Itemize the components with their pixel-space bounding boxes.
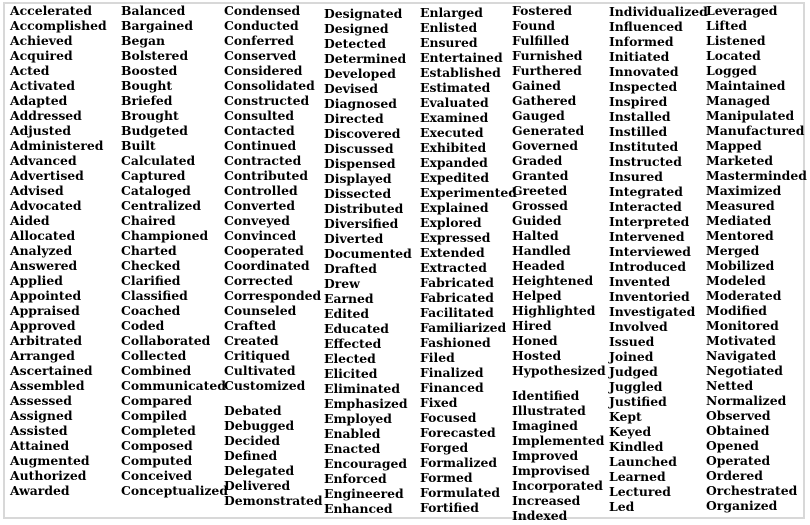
word-item: Designed [324, 21, 389, 36]
word-item: Forecasted [420, 425, 496, 440]
word-item: Determined [324, 51, 407, 66]
word-item: Cultivated [224, 363, 296, 378]
word-item: Inspected [609, 79, 678, 94]
word-item: Conferred [224, 33, 294, 48]
word-item: Instructed [609, 154, 682, 169]
word-item: Critiqued [224, 348, 290, 363]
word-item: Observed [706, 408, 771, 423]
word-item: Aided [10, 213, 50, 228]
word-item: Investigated [609, 304, 696, 319]
word-item: Measured [706, 198, 775, 213]
word-item: Debated [224, 403, 282, 418]
word-item: Inspired [609, 94, 668, 109]
word-item: Arranged [10, 348, 75, 363]
word-item: Appraised [10, 303, 80, 318]
word-item: Analyzed [10, 243, 73, 258]
word-item: Operated [706, 453, 771, 468]
word-item: Introduced [609, 259, 687, 274]
word-item: Awarded [10, 483, 70, 498]
word-item: Enforced [324, 471, 387, 486]
word-item: Formulated [420, 485, 501, 500]
word-item: Joined [609, 349, 654, 364]
word-item: Graded [512, 153, 563, 168]
word-item: Contributed [224, 168, 309, 183]
word-item: Consolidated [224, 78, 315, 93]
word-item: Drew [324, 276, 360, 291]
word-item: Discovered [324, 126, 401, 141]
word-item: Began [121, 33, 166, 48]
word-item: Displayed [324, 171, 392, 186]
word-item: Implemented [512, 433, 605, 448]
word-item: Furnished [512, 48, 583, 63]
word-item: Acted [10, 63, 50, 78]
word-item: Convinced [224, 228, 297, 243]
word-item: Found [512, 18, 556, 33]
word-item: Devised [324, 81, 379, 96]
word-item: Eliminated [324, 381, 400, 396]
word-item: Classified [121, 288, 188, 303]
word-item: Examined [420, 110, 489, 125]
word-item: Corrected [224, 273, 293, 288]
word-item: Instilled [609, 124, 668, 139]
word-item: Individualized [609, 4, 708, 19]
word-item: Improved [512, 448, 579, 463]
word-item: Dissected [324, 186, 392, 201]
word-item: Employed [324, 411, 392, 426]
word-item: Interpreted [609, 214, 690, 229]
word-item: Checked [121, 258, 181, 273]
word-item: Hypothesized [512, 363, 606, 378]
word-item: Advocated [10, 198, 82, 213]
word-item: Expedited [420, 170, 490, 185]
word-column-6 [512, 3, 606, 523]
word-column-3 [224, 3, 323, 508]
word-item: Drafted [324, 261, 377, 276]
word-item: Expanded [420, 155, 488, 170]
word-item: Encouraged [324, 456, 408, 471]
word-item: Diverted [324, 231, 384, 246]
word-item: Enlisted [420, 20, 478, 35]
word-item: Extracted [420, 260, 487, 275]
word-item: Communicated [121, 378, 226, 393]
word-item: Filed [420, 350, 455, 365]
word-item: Opened [706, 438, 759, 453]
word-item: Negotiated [706, 363, 783, 378]
word-item: Integrated [609, 184, 683, 199]
word-item: Effected [324, 336, 382, 351]
word-item: Acquired [10, 48, 73, 63]
word-item: Furthered [512, 63, 582, 78]
word-item: Arbitrated [10, 333, 83, 348]
word-item: Imagined [512, 418, 578, 433]
word-item: Augmented [10, 453, 90, 468]
word-item: Modeled [706, 273, 766, 288]
word-item: Brought [121, 108, 179, 123]
word-item: Mobilized [706, 258, 775, 273]
word-item: Elicited [324, 366, 378, 381]
word-item: Insured [609, 169, 663, 184]
word-item: Collected [121, 348, 187, 363]
word-item: Charted [121, 243, 177, 258]
word-item: Conserved [224, 48, 297, 63]
word-item: Incorporated [512, 478, 603, 493]
word-item: Earned [324, 291, 374, 306]
word-item: Combined [121, 363, 192, 378]
word-item: Obtained [706, 423, 770, 438]
word-item: Captured [121, 168, 186, 183]
word-item: Heightened [512, 273, 594, 288]
word-item: Assigned [10, 408, 73, 423]
word-item: Lifted [706, 18, 748, 33]
word-item: Explored [420, 215, 482, 230]
word-item: Guided [512, 213, 562, 228]
word-item: Extended [420, 245, 485, 260]
word-item: Coded [121, 318, 165, 333]
word-item: Continued [224, 138, 297, 153]
word-item: Bought [121, 78, 173, 93]
word-column-1 [10, 3, 107, 498]
word-item: Developed [324, 66, 396, 81]
word-item: Led [609, 499, 635, 514]
word-item: Maximized [706, 183, 782, 198]
word-item: Finalized [420, 365, 484, 380]
word-item: Advertised [10, 168, 84, 183]
word-item: Diversified [324, 216, 399, 231]
word-item: Collaborated [121, 333, 211, 348]
word-item: Dispensed [324, 156, 396, 171]
word-item: Helped [512, 288, 562, 303]
word-item: Contracted [224, 153, 302, 168]
word-item: Juggled [609, 379, 663, 394]
word-item: Mediated [706, 213, 772, 228]
word-item: Normalized [706, 393, 787, 408]
word-item: Conveyed [224, 213, 290, 228]
word-item: Netted [706, 378, 754, 393]
word-item: Expressed [420, 230, 491, 245]
word-column-2 [121, 3, 228, 498]
word-item: Cataloged [121, 183, 191, 198]
word-item: Engineered [324, 486, 404, 501]
word-item: Appointed [10, 288, 82, 303]
word-item: Facilitated [420, 305, 494, 320]
word-item: Attained [10, 438, 70, 453]
word-item: Kindled [609, 439, 664, 454]
word-item: Conceptualized [121, 483, 228, 498]
word-item: Ordered [706, 468, 763, 483]
word-item: Orchestrated [706, 483, 798, 498]
word-item: Achieved [10, 33, 73, 48]
word-item: Evaluated [420, 95, 489, 110]
word-item: Illustrated [512, 403, 586, 418]
word-item: Manufactured [706, 123, 805, 138]
word-item: Championed [121, 228, 209, 243]
word-item: Explained [420, 200, 489, 215]
word-item: Fabricated [420, 290, 494, 305]
word-item: Initiated [609, 49, 670, 64]
word-item: Activated [10, 78, 76, 93]
word-item: Diagnosed [324, 96, 397, 111]
word-item: Fabricated [420, 275, 494, 290]
word-item: Assisted [10, 423, 68, 438]
word-item: Judged [609, 364, 658, 379]
word-item: Detected [324, 36, 387, 51]
word-item: Directed [324, 111, 384, 126]
word-item: Halted [512, 228, 559, 243]
word-item: Elected [324, 351, 376, 366]
word-item: Coordinated [224, 258, 310, 273]
word-item: Organized [706, 498, 778, 513]
word-item: Enabled [324, 426, 381, 441]
word-column-4 [324, 6, 412, 516]
word-item: Bolstered [121, 48, 189, 63]
word-item: Accomplished [10, 18, 107, 33]
word-item: Approved [10, 318, 76, 333]
word-item: Keyed [609, 424, 652, 439]
word-item: Grossed [512, 198, 568, 213]
word-item: Defined [224, 448, 278, 463]
word-item: Handled [512, 243, 571, 258]
word-item: Clarified [121, 273, 181, 288]
word-item: Cooperated [224, 243, 304, 258]
word-item: Launched [609, 454, 677, 469]
word-item: Hosted [512, 348, 562, 363]
word-item: Maintained [706, 78, 786, 93]
word-item: Compared [121, 393, 193, 408]
word-item: Estimated [420, 80, 491, 95]
word-item: Designated [324, 6, 403, 21]
word-item: Formalized [420, 455, 498, 470]
word-item: Enhanced [324, 501, 393, 516]
word-item: Manipulated [706, 108, 795, 123]
word-item: Entertained [420, 50, 503, 65]
word-item: Emphasized [324, 396, 408, 411]
word-item: Boosted [121, 63, 178, 78]
word-item: Located [706, 48, 761, 63]
word-item: Authorized [10, 468, 87, 483]
word-item: Applied [10, 273, 63, 288]
word-item: Assessed [10, 393, 72, 408]
word-item: Advised [10, 183, 64, 198]
word-item: Conceived [121, 468, 193, 483]
word-column-8 [706, 3, 807, 513]
word-item: Installed [609, 109, 671, 124]
word-item: Coached [121, 303, 181, 318]
word-item: Kept [609, 409, 642, 424]
word-item: Inventoried [609, 289, 690, 304]
word-item: Logged [706, 63, 757, 78]
word-item: Calculated [121, 153, 196, 168]
word-item: Edited [324, 306, 370, 321]
word-item: Moderated [706, 288, 782, 303]
word-item: Briefed [121, 93, 173, 108]
word-item: Mapped [706, 138, 762, 153]
word-item: Forged [420, 440, 469, 455]
word-item: Generated [512, 123, 585, 138]
word-item: Executed [420, 125, 484, 140]
word-item: Focused [420, 410, 477, 425]
word-item: Invented [609, 274, 671, 289]
word-item: Interviewed [609, 244, 691, 259]
word-item: Indexed [512, 508, 568, 523]
word-item: Issued [609, 334, 655, 349]
word-item: Gauged [512, 108, 565, 123]
word-item: Decided [224, 433, 281, 448]
word-item: Familiarized [420, 320, 507, 335]
word-item: Formed [420, 470, 473, 485]
word-item: Improvised [512, 463, 590, 478]
word-item: Influenced [609, 19, 683, 34]
word-item: Managed [706, 93, 770, 108]
word-item: Delivered [224, 478, 291, 493]
word-item: Greeted [512, 183, 568, 198]
word-item: Compiled [121, 408, 187, 423]
word-item: Enlarged [420, 5, 483, 20]
word-item: Advanced [10, 153, 77, 168]
word-item: Considered [224, 63, 303, 78]
word-item: Controlled [224, 183, 298, 198]
word-item: Fulfilled [512, 33, 570, 48]
word-item: Customized [224, 378, 306, 393]
word-item: Administered [10, 138, 104, 153]
word-item: Adjusted [10, 123, 72, 138]
word-item: Debugged [224, 418, 295, 433]
word-item: Demonstrated [224, 493, 323, 508]
word-item: Counseled [224, 303, 297, 318]
word-item: Gained [512, 78, 561, 93]
word-item: Increased [512, 493, 581, 508]
word-item: Intervened [609, 229, 685, 244]
word-item: Interacted [609, 199, 682, 214]
word-item: Assembled [10, 378, 85, 393]
word-item: Financed [420, 380, 484, 395]
word-item: Consulted [224, 108, 295, 123]
word-item: Addressed [10, 108, 82, 123]
word-item: Honed [512, 333, 558, 348]
word-item: Experimented [420, 185, 517, 200]
word-item: Granted [512, 168, 569, 183]
word-item: Condensed [224, 3, 301, 18]
word-item: Fortified [420, 500, 479, 515]
word-item: Fostered [512, 3, 573, 18]
word-item: Completed [121, 423, 196, 438]
word-item: Balanced [121, 3, 186, 18]
word-item: Leveraged [706, 3, 778, 18]
word-item: Governed [512, 138, 579, 153]
word-item: Bargained [121, 18, 193, 33]
word-item: Motivated [706, 333, 776, 348]
word-item: Ensured [420, 35, 478, 50]
word-item: Innovated [609, 64, 679, 79]
word-item: Merged [706, 243, 760, 258]
word-item: Instituted [609, 139, 679, 154]
word-item: Corresponded [224, 288, 322, 303]
word-item: Navigated [706, 348, 777, 363]
word-item: Constructed [224, 93, 310, 108]
word-item: Identified [512, 388, 580, 403]
word-item: Documented [324, 246, 412, 261]
word-item: Educated [324, 321, 389, 336]
word-item: Conducted [224, 18, 299, 33]
word-item: Monitored [706, 318, 779, 333]
word-item: Ascertained [10, 363, 93, 378]
word-item: Delegated [224, 463, 295, 478]
word-item: Exhibited [420, 140, 487, 155]
word-item: Answered [10, 258, 78, 273]
word-column-5 [420, 5, 517, 515]
word-item: Involved [609, 319, 668, 334]
word-item: Built [121, 138, 156, 153]
word-item: Masterminded [706, 168, 807, 183]
word-item: Discussed [324, 141, 394, 156]
word-item: Crafted [224, 318, 277, 333]
word-item: Listened [706, 33, 766, 48]
word-item: Centralized [121, 198, 202, 213]
word-item: Informed [609, 34, 674, 49]
word-item: Marketed [706, 153, 774, 168]
word-item: Established [420, 65, 501, 80]
word-item: Budgeted [121, 123, 188, 138]
word-item: Contacted [224, 123, 295, 138]
word-item: Learned [609, 469, 666, 484]
word-item: Highlighted [512, 303, 596, 318]
word-item: Chaired [121, 213, 176, 228]
word-item: Gathered [512, 93, 577, 108]
word-item: Distributed [324, 201, 404, 216]
word-item: Composed [121, 438, 193, 453]
word-item: Mentored [706, 228, 774, 243]
word-column-7 [609, 4, 708, 514]
word-item: Justified [609, 394, 667, 409]
word-item: Allocated [10, 228, 76, 243]
word-item: Fixed [420, 395, 458, 410]
word-item: Computed [121, 453, 193, 468]
word-item: Adapted [10, 93, 68, 108]
word-item: Created [224, 333, 279, 348]
word-item: Accelerated [10, 3, 93, 18]
word-item: Hired [512, 318, 552, 333]
word-item: Enacted [324, 441, 381, 456]
word-item: Headed [512, 258, 565, 273]
word-item: Fashioned [420, 335, 491, 350]
word-item: Lectured [609, 484, 671, 499]
word-item: Converted [224, 198, 296, 213]
word-item: Modified [706, 303, 767, 318]
